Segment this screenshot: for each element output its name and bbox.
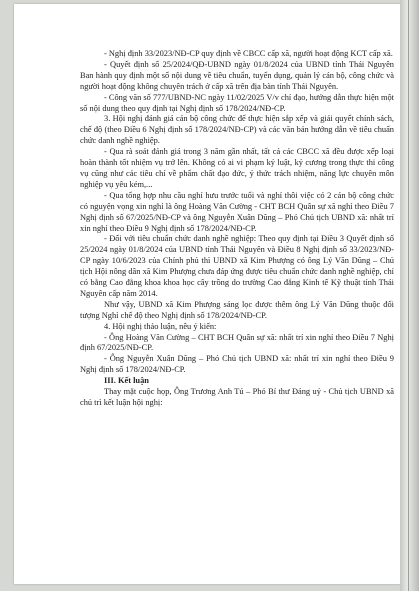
paragraph-dispatch-777: - Công văn số 777/UBND-NC ngày 11/02/2025 V/v chỉ đạo, hướng dẫn thực hiện một số nội dung theo quy định tại Nghị định số 178/2024/NĐ-CP.: [80, 92, 394, 113]
document-page: [14, 4, 400, 584]
paragraph-retirement: - Qua tổng hợp nhu cầu nghỉ hưu trước tuổi và nghỉ thôi việc có 2 cán bộ công chức có nguyện vọng xin nghỉ là ông Hoàng Văn Cường - CHT BCH Quân sự xã nghỉ theo Điều 7 Nghị định số 67/2025/NĐ-CP và ông Nguyễn Xuân Dũng – Phó Chủ tịch UBND xã: nhất trí xin nghỉ theo Điều 9 Nghị định số 178/2024/NĐ-CP.: [80, 190, 394, 233]
opinion-dung: - Ông Nguyễn Xuân Dũng – Phó Chủ tịch UBND xã: nhất trí xin nghỉ theo Điều 9 Nghị định số 178/2024/NĐ-CP.: [80, 354, 394, 375]
paragraph-standards: - Đối với tiêu chuẩn chức danh nghề nghiệp: Theo quy định tại Điều 3 Quyết định số 25/2024 ngày 01/8/2024 của UBND tỉnh Thái Nguyên và Điều 8 Nghị định số 33/2023/NĐ-CP ngày 10/6/2023 của Chính phủ thì UBND xã Kim Phượng có ông Lý Văn Dũng – Chủ tịch Hội nông dân xã Kim Phượng chưa đáp ứng được tiêu chuẩn chức danh nghề nghiệp, chỉ có bằng Cao đẳng khoa khoa học cây trồng do trường Cao đẳng Kinh tế Kỹ thuật tỉnh Thái Nguyên cấp năm 2014.: [80, 234, 394, 298]
section-4-heading: 4. Hội nghị thảo luận, nêu ý kiến:: [104, 321, 217, 331]
conclusion-heading: III. Kết luận: [104, 376, 149, 386]
section-3-heading: 3. Hội nghị đánh giá cán bộ công chức để thực hiện sắp xếp và giải quyết chính sách, chế độ (theo Điều 6 Nghị định số 178/2024/NĐ-CP) và các văn bản hướng dẫn về tiêu chuẩn chức danh nghề nghiệp.: [80, 114, 394, 146]
paragraph-review: - Qua rà soát đánh giá trong 3 năm gần nhất, tất cả các CBCC xã đều được xếp loại hoàn thành tốt nhiệm vụ trở lên. Không có ai vi phạm kỷ luật, kỷ cương trong thực thi công vụ cũng như các tiêu chí về phẩm chất đạo đức, ý thức trách nhiệm, năng lực chuyên môn nghiệp vụ yêu kém,...: [80, 147, 394, 189]
opinion-cuong: - Ông Hoàng Văn Cường – CHT BCH Quân sự xã: nhất trí xin nghỉ theo Điều 7 Nghị định 67/2025/NĐ-CP.: [80, 332, 394, 353]
document-body: [80, 49, 394, 409]
paragraph-summary: Như vậy, UBND xã Kim Phượng sáng lọc được thêm ông Lý Văn Dũng thuộc đối tượng Nghỉ chế độ theo Nghị định số 178/2024/NĐ-CP.: [80, 299, 394, 320]
viewer-edge-strip: [400, 0, 419, 591]
paragraph-decree-33: - Nghị định 33/2023/NĐ-CP quy định về CBCC cấp xã, người hoạt động KCT cấp xã.: [104, 49, 393, 58]
viewer-edge-line: [408, 0, 409, 591]
paragraph-decision-25: - Quyết định số 25/2024/QĐ-UBND ngày 01/8/2024 của UBND tỉnh Thái Nguyên Ban hành quy định một số nội dung về tiêu chuẩn, tuyển dụng, quản lý cán bộ, công chức và người hoạt động không chuyên trách ở cấp xã trên địa bàn tỉnh Thái Nguyên.: [80, 59, 394, 91]
conclusion-intro: Thay mặt cuộc họp, Ông Trương Anh Tú – Phó Bí thư Đảng uỷ - Chủ tịch UBND xã chủ trì kết luận hội nghị:: [80, 387, 394, 407]
